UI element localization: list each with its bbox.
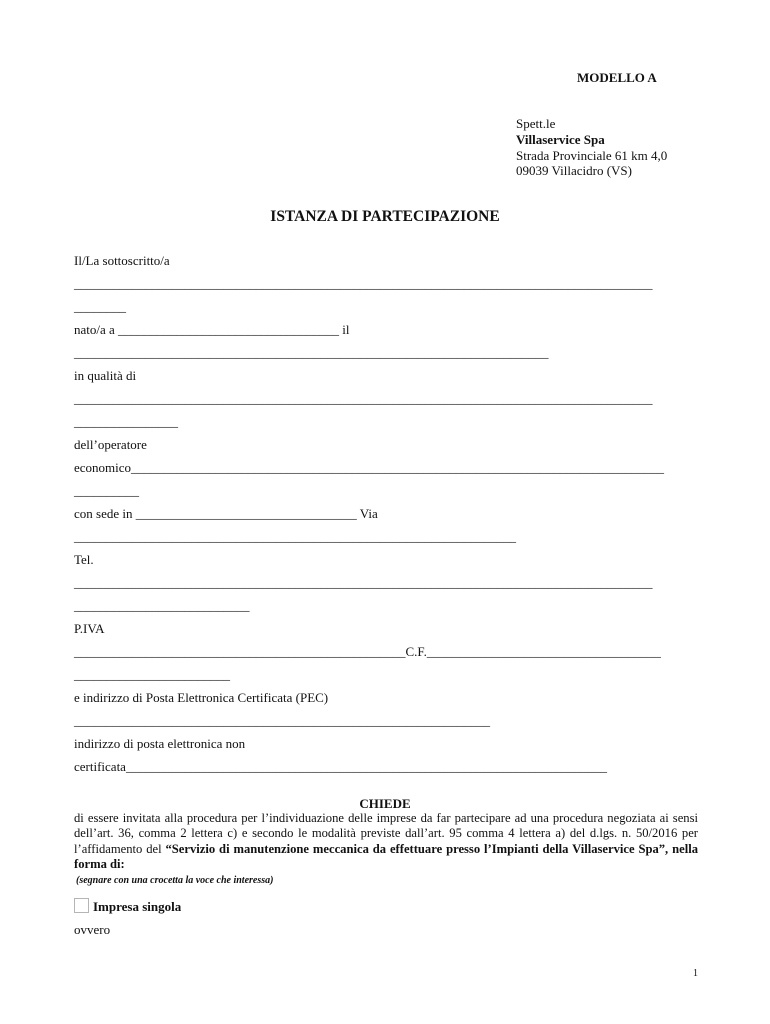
form-blank-line[interactable]: ____________________________________________________________________ — [74, 529, 516, 544]
recipient-city: 09039 Villacidro (VS) — [516, 163, 632, 178]
recipient-street: Strada Provinciale 61 km 4,0 — [516, 148, 668, 163]
form-blank-line[interactable]: _________________________________________________________________________________________ — [74, 276, 653, 291]
form-blank-line[interactable]: economico__________________________________________________________________________________ — [74, 460, 665, 475]
form-line: e indirizzo di Posta Elettronica Certificata (PEC) — [74, 690, 329, 705]
impresa-singola-checkbox[interactable] — [74, 898, 89, 913]
form-blank-line[interactable]: __________ — [74, 483, 139, 498]
recipient-salutation: Spett.le — [516, 116, 556, 131]
form-blank-line[interactable]: ________________________ — [74, 667, 230, 682]
form-line: P.IVA — [74, 621, 105, 636]
form-blank-line[interactable]: ________________ — [74, 414, 178, 429]
form-blank-line[interactable]: ___________________________________________________C.F.____________________________________ — [74, 644, 661, 659]
model-label: MODELLO A — [577, 70, 657, 85]
request-paragraph-text: di essere invitata alla procedura per l’individuazione delle imprese da far partecipare ad una procedura negoziata ai sensi dell’art. 36, comma 2 lettera c) e secondo le modalità previste dall’art. 95 comma 4 lettera a) del d.lgs. n. 50/2016 per l’affidamento del — [74, 811, 698, 856]
form-blank-line[interactable]: _________________________________________________________________________________________ — [74, 391, 653, 406]
recipient-company: Villaservice Spa — [516, 132, 605, 147]
form-line: dell’operatore — [74, 437, 147, 452]
form-blank-line[interactable]: ________ — [74, 299, 126, 314]
request-paragraph-bold: “Servizio di manutenzione meccanica da effettuare presso l’Impianti della Villaservice Spa”, nella forma di: — [74, 841, 698, 872]
document-title: ISTANZA DI PARTECIPAZIONE — [270, 208, 500, 225]
form-line[interactable]: con sede in __________________________________ Via — [74, 506, 378, 521]
form-line: in qualità di — [74, 368, 137, 383]
impresa-singola-label: Impresa singola — [93, 899, 182, 914]
form-blank-line[interactable]: _________________________________________________________________________ — [74, 345, 549, 360]
form-blank-line[interactable]: _________________________________________________________________________________________ — [74, 575, 653, 590]
form-blank-line[interactable]: ___________________________ — [74, 598, 250, 613]
selection-note: (segnare con una crocetta la voce che interessa) — [76, 875, 274, 886]
form-line: indirizzo di posta elettronica non — [74, 736, 246, 751]
form-line: Tel. — [74, 552, 94, 567]
form-line: Il/La sottoscritto/a — [74, 253, 170, 268]
ovvero-text: ovvero — [74, 922, 111, 937]
form-line[interactable]: nato/a a __________________________________ il — [74, 322, 350, 337]
request-heading: CHIEDE — [359, 796, 411, 811]
page-number: 1 — [693, 968, 698, 979]
request-paragraph — [74, 811, 698, 873]
form-blank-line[interactable]: certificata__________________________________________________________________________ — [74, 759, 607, 774]
form-blank-line[interactable]: ________________________________________________________________ — [74, 713, 490, 728]
